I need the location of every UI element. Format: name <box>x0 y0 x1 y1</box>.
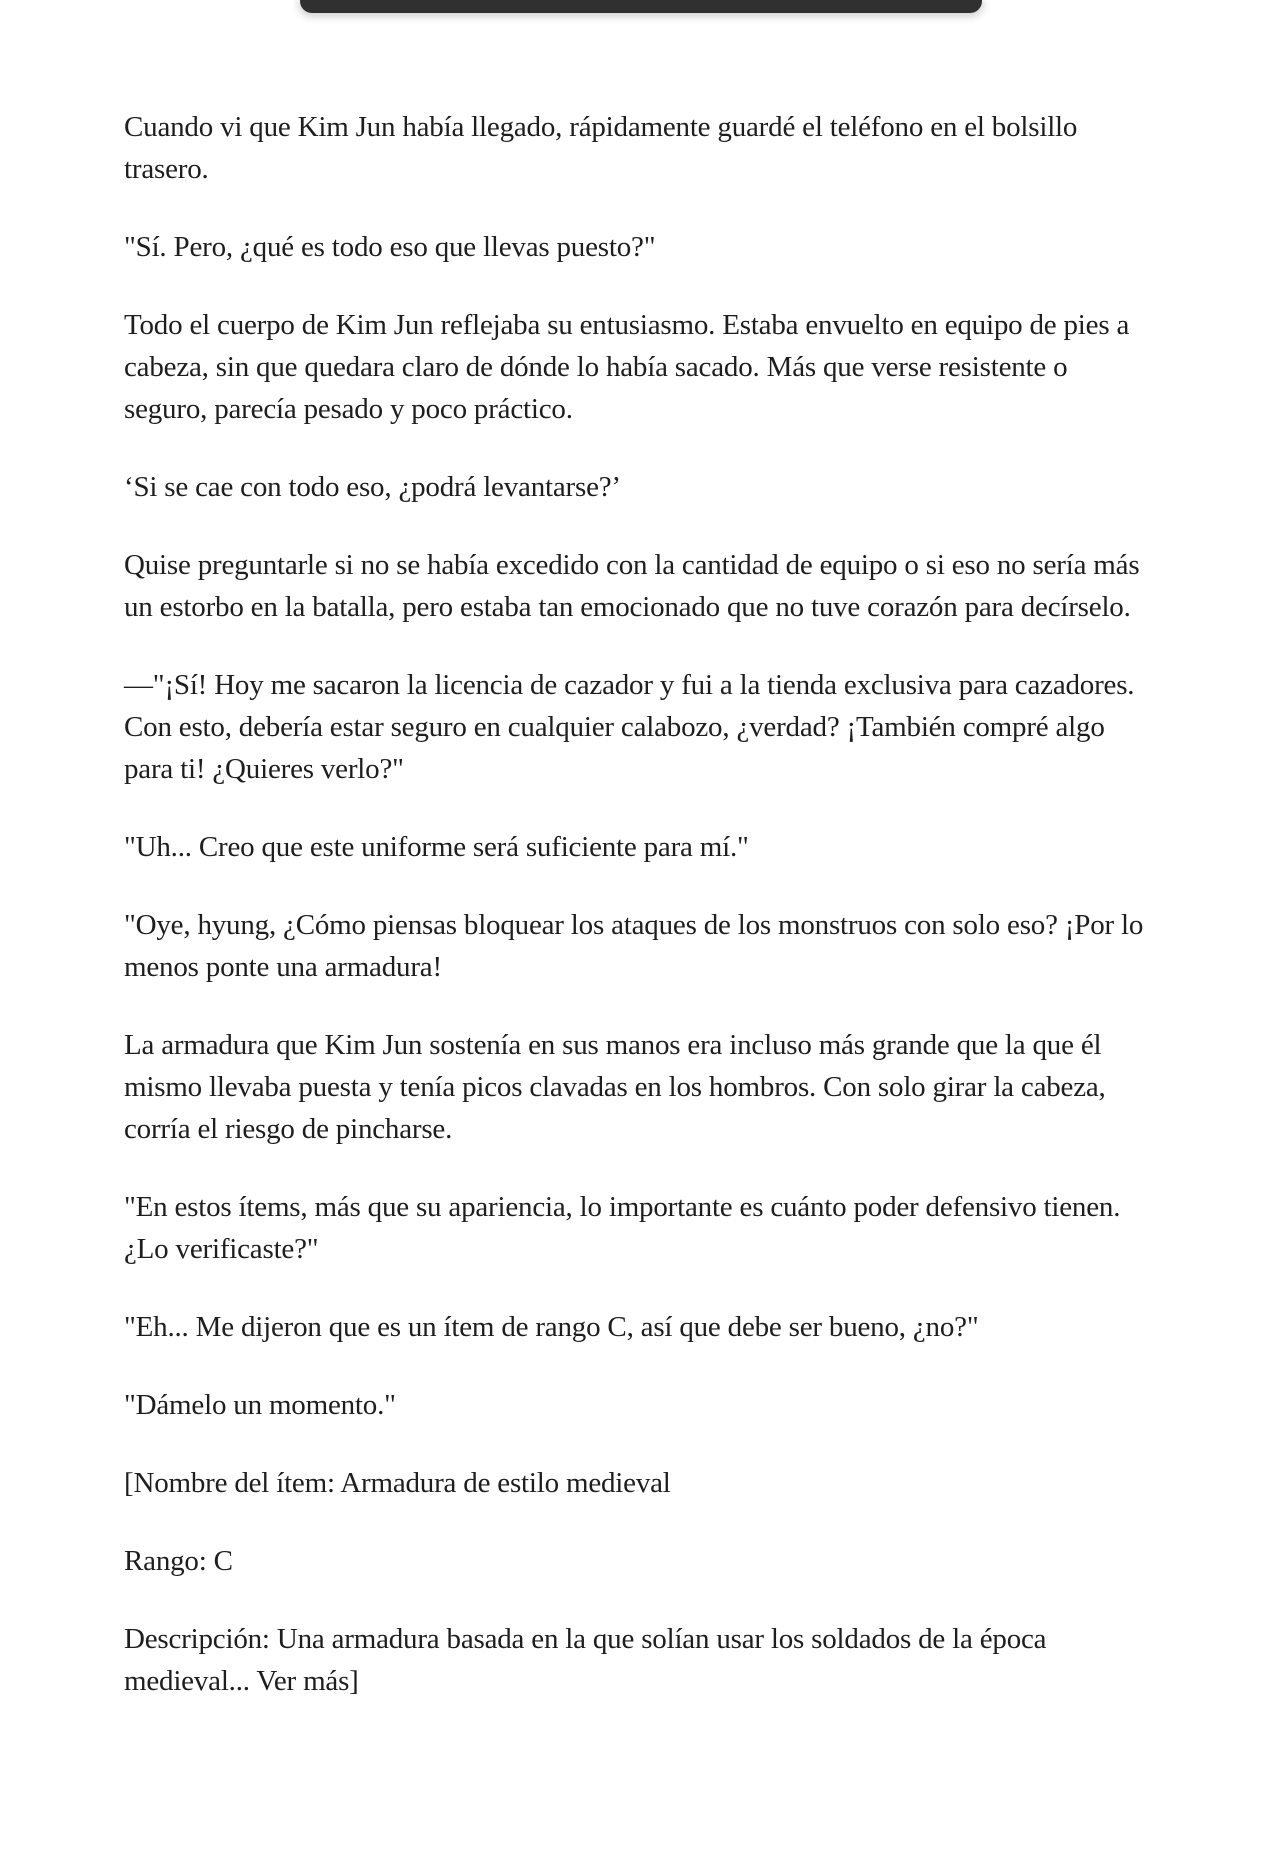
paragraph: [Nombre del ítem: Armadura de estilo medieval <box>124 1467 671 1499</box>
paragraph: "En estos ítems, más que su apariencia, lo importante es cuánto poder defensivo tienen. ¿Lo verificaste?" <box>124 1191 1121 1265</box>
paragraph: Descripción: Una armadura basada en la que solían usar los soldados de la época medieval... Ver más] <box>124 1623 1047 1697</box>
paragraph: Todo el cuerpo de Kim Jun reflejaba su entusiasmo. Estaba envuelto en equipo de pies a cabeza, sin que quedara claro de dónde lo había sacado. Más que verse resistente o seguro, parecía pesado y poco práctico. <box>124 309 1130 425</box>
paragraph: "Eh... Me dijeron que es un ítem de rango C, así que debe ser bueno, ¿no?" <box>124 1311 979 1343</box>
paragraph: "Oye, hyung, ¿Cómo piensas bloquear los ataques de los monstruos con solo eso? ¡Por lo menos ponte una armadura! <box>124 909 1144 983</box>
paragraph: Cuando vi que Kim Jun había llegado, rápidamente guardé el teléfono en el bolsillo trasero. <box>124 111 1078 185</box>
paragraph: Quise preguntarle si no se había excedido con la cantidad de equipo o si eso no sería más un estorbo en la batalla, pero estaba tan emocionado que no tuve corazón para decírselo. <box>124 549 1140 623</box>
paragraph: ‘Si se cae con todo eso, ¿podrá levantarse?’ <box>124 471 621 503</box>
paragraph: "Dámelo un momento." <box>124 1389 396 1421</box>
paragraph: Rango: C <box>124 1545 233 1577</box>
paragraph: "Sí. Pero, ¿qué es todo eso que llevas puesto?" <box>124 231 656 263</box>
paragraph: —"¡Sí! Hoy me sacaron la licencia de cazador y fui a la tienda exclusiva para cazadores. Con esto, debería estar seguro en cualquier calabozo, ¿verdad? ¡También compré algo para ti! ¿Quieres verlo?" <box>124 669 1135 785</box>
paragraph: "Uh... Creo que este uniforme será suficiente para mí." <box>124 831 749 863</box>
paragraph: La armadura que Kim Jun sostenía en sus manos era incluso más grande que la que él mismo llevaba puesta y tenía picos clavadas en los hombros. Con solo girar la cabeza, corría el riesgo de pincharse. <box>124 1029 1106 1145</box>
chapter-text <box>124 0 1156 1738</box>
